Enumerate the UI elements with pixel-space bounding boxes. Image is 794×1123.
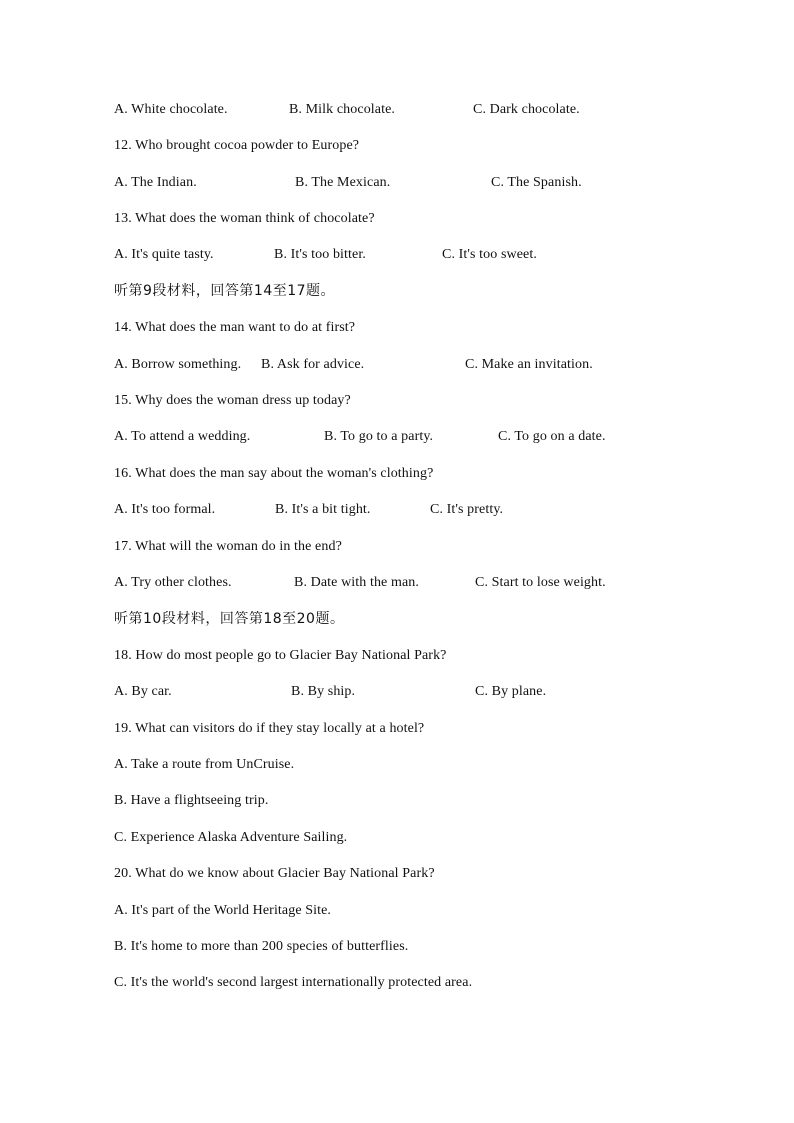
section-heading-10: 听第10段材料，回答第18至20题。	[114, 611, 345, 627]
option-c: C. Start to lose weight.	[475, 575, 606, 590]
option-20-c: C. It's the world's second largest internationally protected area.	[114, 975, 473, 990]
option-20-a: A. It's part of the World Heritage Site.	[114, 903, 332, 918]
option-c: C. Make an invitation.	[465, 357, 593, 372]
question-12: 12. Who brought cocoa powder to Europe?	[114, 138, 360, 153]
option-a: A. White chocolate.	[114, 102, 228, 117]
option-b: B. To go to a party.	[324, 429, 434, 444]
option-a: A. Try other clothes.	[114, 575, 232, 590]
question-20: 20. What do we know about Glacier Bay National Park?	[114, 866, 435, 881]
question-19: 19. What can visitors do if they stay locally at a hotel?	[114, 721, 425, 736]
option-c: C. It's pretty.	[430, 502, 504, 517]
option-b: B. It's too bitter.	[274, 247, 366, 262]
option-b: B. Ask for advice.	[261, 357, 365, 372]
question-18: 18. How do most people go to Glacier Bay National Park?	[114, 648, 447, 663]
option-19-a: A. Take a route from UnCruise.	[114, 757, 295, 772]
question-14: 14. What does the man want to do at first?	[114, 320, 356, 335]
option-c: C. To go on a date.	[498, 429, 606, 444]
question-15: 15. Why does the woman dress up today?	[114, 393, 351, 408]
option-a: A. It's too formal.	[114, 502, 216, 517]
option-a: A. Borrow something.	[114, 357, 242, 372]
option-c: C. Dark chocolate.	[473, 102, 580, 117]
question-13: 13. What does the woman think of chocolate?	[114, 211, 375, 226]
option-a: A. To attend a wedding.	[114, 429, 251, 444]
option-c: C. The Spanish.	[491, 175, 582, 190]
option-c: C. It's too sweet.	[442, 247, 537, 262]
option-b: B. The Mexican.	[295, 175, 391, 190]
question-16: 16. What does the man say about the woman's clothing?	[114, 466, 434, 481]
option-c: C. By plane.	[475, 684, 547, 699]
option-19-b: B. Have a flightseeing trip.	[114, 793, 269, 808]
option-a: A. It's quite tasty.	[114, 247, 214, 262]
option-b: B. Milk chocolate.	[289, 102, 396, 117]
option-b: B. Date with the man.	[294, 575, 419, 590]
question-17: 17. What will the woman do in the end?	[114, 539, 342, 554]
section-heading-9: 听第9段材料，回答第14至17题。	[114, 283, 336, 299]
option-19-c: C. Experience Alaska Adventure Sailing.	[114, 830, 348, 845]
option-a: A. By car.	[114, 684, 172, 699]
option-20-b: B. It's home to more than 200 species of butterflies.	[114, 939, 409, 954]
option-b: B. It's a bit tight.	[275, 502, 371, 517]
option-b: B. By ship.	[291, 684, 356, 699]
option-a: A. The Indian.	[114, 175, 197, 190]
